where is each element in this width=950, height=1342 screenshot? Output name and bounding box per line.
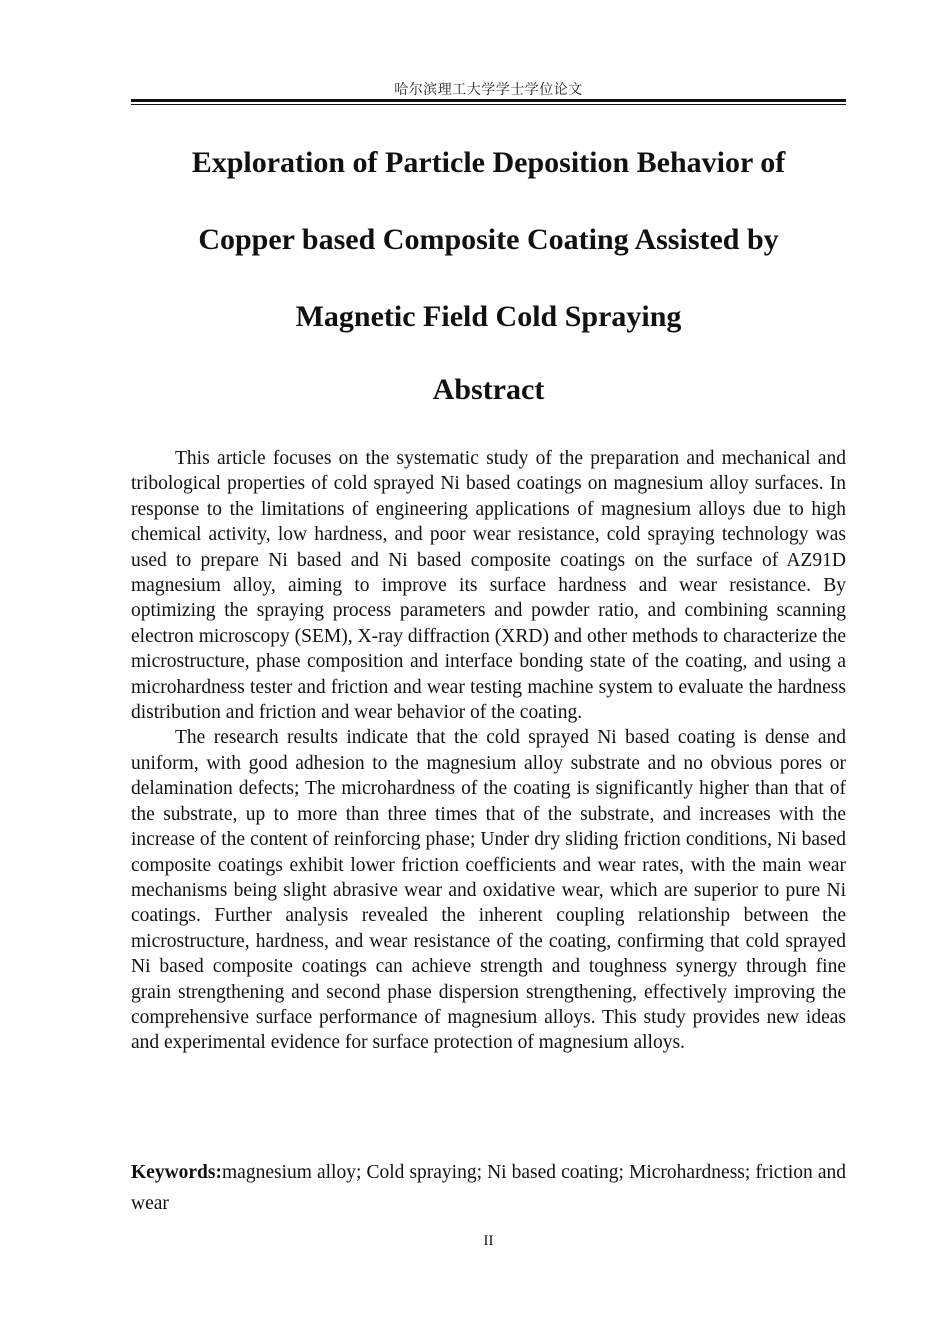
keywords-label: Keywords:	[131, 1162, 222, 1183]
thesis-title	[131, 124, 846, 355]
abstract-heading: Abstract	[432, 373, 545, 406]
abstract-paragraph-1: This article focuses on the systematic study of the preparation and mechanical and tribological properties of cold sprayed Ni based coatings on magnesium alloy surfaces. In response to the limitations of engineering applications of magnesium alloys due to high chemical activity, low hardness, and poor wear resistance, cold spraying technology was used to prepare Ni based and Ni based composite coatings on the surface of AZ91D magnesium alloy, aiming to improve its surface hardness and wear resistance. By optimizing the spraying process parameters and powder ratio, and combining scanning electron microscopy (SEM), X-ray diffraction (XRD) and other methods to characterize the microstructure, phase composition and interface bonding state of the coating, and using a microhardness tester and friction and wear testing machine system to evaluate the hardness distribution and friction and wear behavior of the coating.	[131, 448, 846, 724]
keywords-text: magnesium alloy; Cold spraying; Ni based coating; Microhardness; friction and wear	[131, 1162, 846, 1214]
title-line-1: Exploration of Particle Deposition Behavior of	[191, 146, 786, 179]
page-number: II	[483, 1233, 494, 1249]
keywords	[131, 1157, 846, 1219]
title-line-3: Magnetic Field Cold Spraying	[295, 300, 682, 333]
abstract-body	[131, 446, 846, 1056]
abstract-paragraph-2: The research results indicate that the cold sprayed Ni based coating is dense and uniform, with good adhesion to the magnesium alloy substrate and no obvious pores or delamination defects; The microhardness of the coating is significantly higher than that of the substrate, up to more than three times that of the substrate, and increases with the increase of the content of reinforcing phase; Under dry sliding friction conditions, Ni based composite coatings exhibit lower friction coefficients and wear rates, with the main wear mechanisms being slight abrasive wear and oxidative wear, which are superior to pure Ni coatings. Further analysis revealed the inherent coupling relationship between the microstructure, hardness, and wear resistance of the coating, confirming that cold sprayed Ni based composite coatings can achieve strength and toughness synergy through fine grain strengthening and second phase dispersion strengthening, effectively improving the comprehensive surface performance of magnesium alloys. This study provides new ideas and experimental evidence for surface protection of magnesium alloys.	[131, 727, 846, 1054]
title-line-2: Copper based Composite Coating Assisted by	[198, 223, 779, 256]
header-rule-thin	[131, 104, 846, 105]
running-header: 哈尔滨理工大学学士学位论文	[394, 82, 583, 98]
header-rule-thick	[131, 99, 846, 102]
